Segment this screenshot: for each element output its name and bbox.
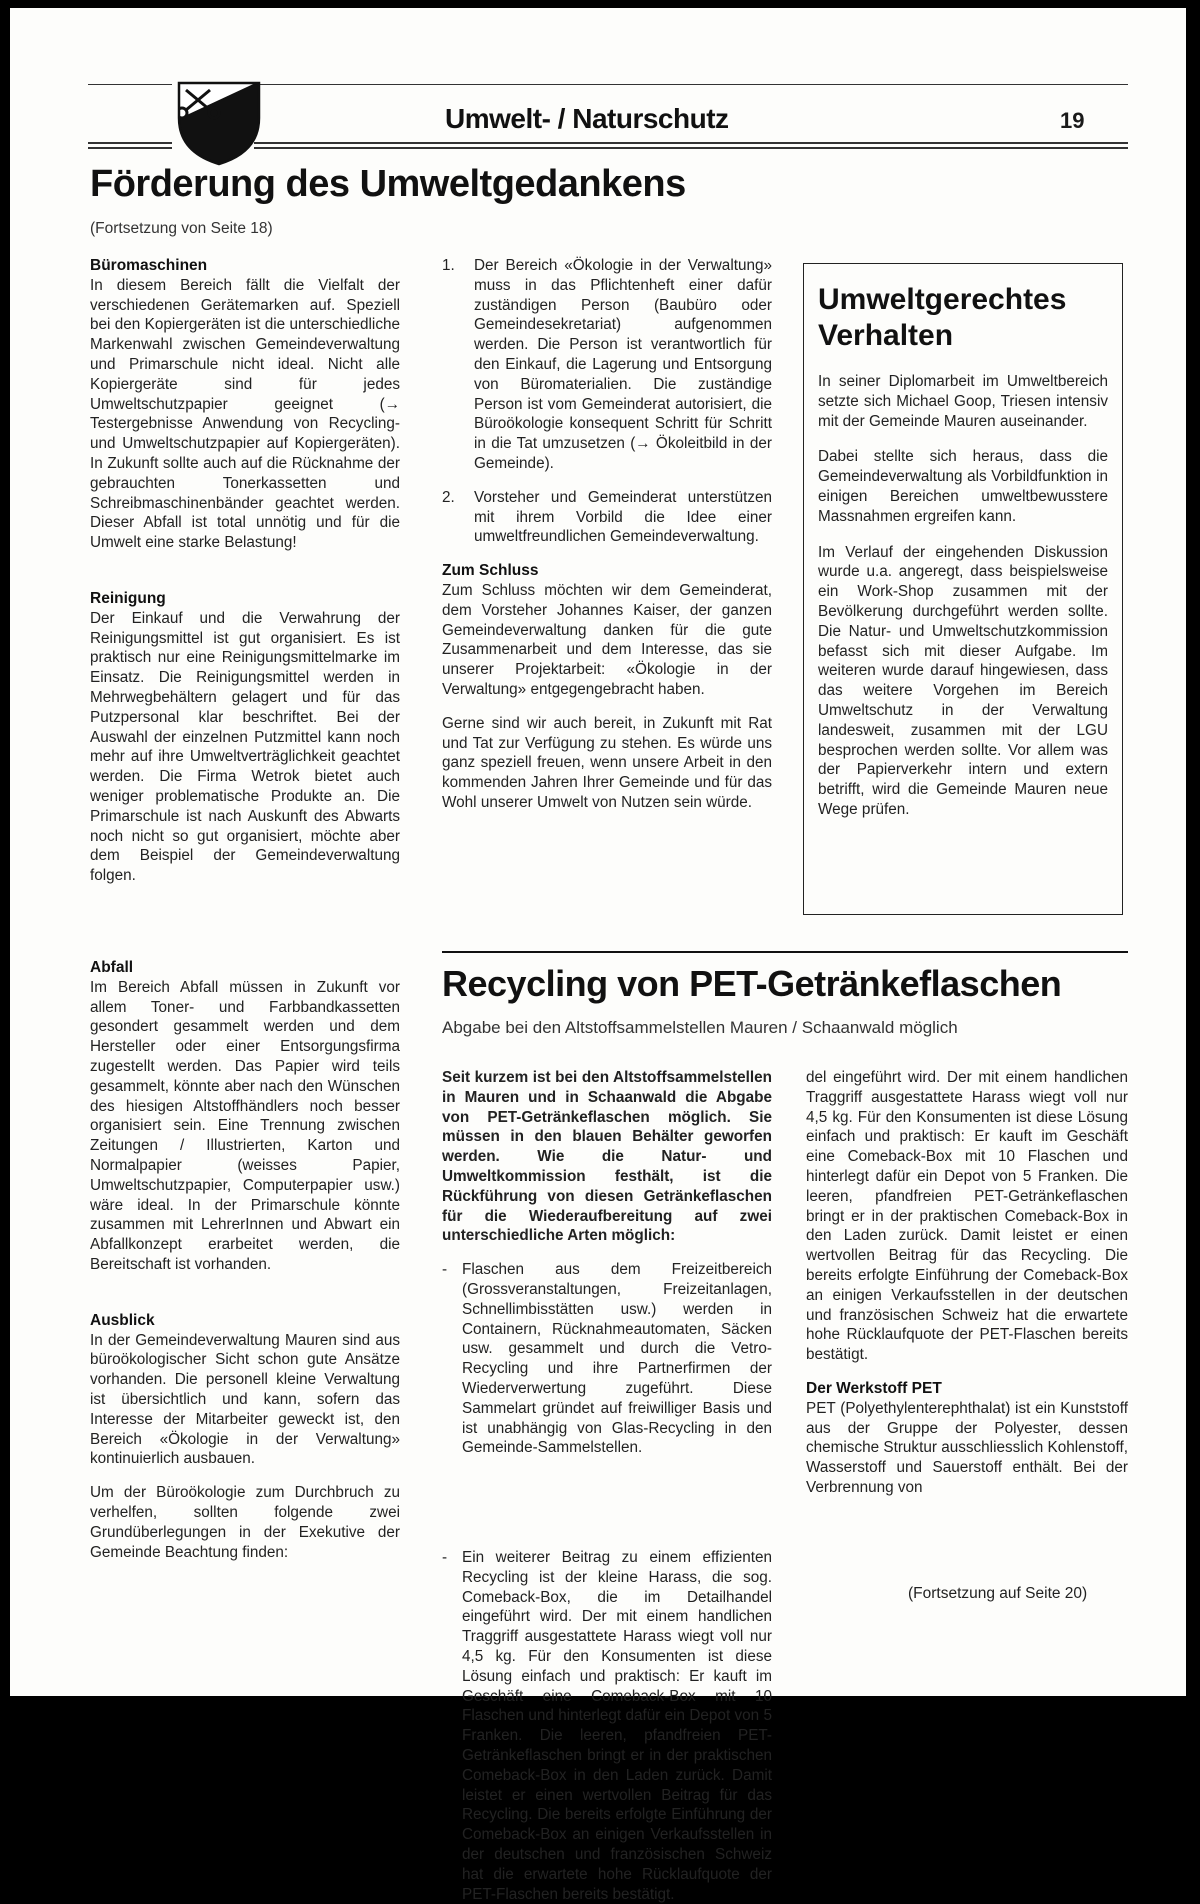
paragraph-ausblick-2: Um der Büroökologie zum Durchbruch zu verhelfen, sollten folgende zwei Grundüberlegungen in der Exekutive der Gemeinde Beachtung finden: — [90, 1484, 400, 1561]
coat-of-arms-icon — [176, 80, 262, 166]
sidebar-paragraph-2: Dabei stellte sich heraus, dass die Gemeindeverwaltung als Vorbildfunktion in einigen Bereichen umweltbewusstere Massnahmen ergreifen kann. — [818, 448, 1108, 525]
list-number: 2. — [442, 488, 455, 506]
paragraph-schluss-1: Zum Schluss möchten wir dem Gemeinderat, dem Vorsteher Johannes Kaiser, der ganzen Gemeindeverwaltung danken für die gute Zusammenarbeit und dem Interesse, das sie unserer Projektarbeit: «Ökologie in der Verwaltung» entgegengebracht haben. — [442, 581, 772, 698]
recommendation-list — [442, 256, 772, 547]
page-number: 19 — [1060, 108, 1085, 133]
header-rule-bottom-right-2 — [254, 147, 1128, 149]
dash-mark: - — [442, 1261, 448, 1279]
magazine-page — [10, 8, 1186, 1903]
paragraph-schluss-2: Gerne sind wir auch bereit, in Zukunft mit Rat und Tat zur Verfügung zu stehen. Es würde uns ganz speziell freuen, wenn unsere Arbeit in den kommenden Jahren Ihrer Gemeinde und für das Wohl unserer Umwelt von Nutzen sein würde. — [442, 714, 772, 811]
list-item-text: Der Bereich «Ökologie in der Verwaltung» muss in das Pflichtenheft einer dafür zuständigen Person (Baubüro oder Gemeindesekretariat) aufgenommen werden. Die Person ist verantwortlich für den Einkauf, die Lagerung und Entsorgung von Büromaterialien. Die zuständige Person ist vom Gemeinderat autorisiert, die Büroökologie konsequent Schritt für Schritt in die Tat umzusetzen (→ Ökoleitbild in der Gemeinde). — [474, 257, 772, 472]
section-title: Umwelt- / Naturschutz — [445, 103, 729, 134]
sidebar-paragraph-3: Im Verlauf der eingehenden Diskussion wurde u.a. angeregt, dass beispielsweise ein Work-Shop zusammen mit der Bevölkerung durchgeführt werden sollte. Die Natur- und Umweltschutzkommission befasst sich mit dieser Aufgabe. Im weiteren wurde darauf hingewiesen, dass das weitere Vorgehen im Bereich Umweltschutz in der Verwaltung landesweit, zusammen mit der LGU besprochen werden sollte. Vor allem was der Papierverkehr intern und extern betrifft, wird die Gemeinde Mauren neue Wege prüfen. — [818, 543, 1108, 818]
heading-reinigung: Reinigung — [90, 589, 166, 607]
article1-column-2 — [442, 256, 772, 827]
heading-abfall: Abfall — [90, 959, 134, 976]
header-rule-top-left — [88, 84, 172, 85]
sidebar-title: Umweltgerechtes Verhalten — [818, 283, 1067, 352]
continued-from: (Fortsetzung von Seite 18) — [90, 220, 273, 237]
paragraph-reinigung: Der Einkauf und die Verwahrung der Reinigungsmittel ist gut organisiert. Es ist praktisch nur eine Reinigungsmittelmarke im Einsatz. Die Reinigungsmittel werden in Mehrwegbehältern gelagert und für das Putzpersonal klar beschriftet. Bei der Auswahl der einzelnen Putzmittel kann noch mehr auf ihre Umweltverträglichkeit geachtet werden. Die Firma Wetrok bietet auch weniger problematische Produkte an. Die Primarschule ist nach Auskunft des Abwarts noch nicht so gut organisiert, möchte aber dem Beispiel der Gemeindeverwaltung folgen. — [90, 609, 400, 885]
article-title: Förderung des Umweltgedankens — [90, 163, 686, 205]
list-item-text: Vorsteher und Gemeinderat unterstützen mit ihrem Vorbild die Idee einer umweltfreundlichen Gemeindeverwaltung. — [474, 488, 772, 546]
header-rule-bottom-left-2 — [88, 147, 172, 149]
header-rule-bottom-left-1 — [88, 142, 172, 144]
heading-zum-schluss: Zum Schluss — [442, 562, 539, 580]
paragraph-bueromaschinen: In diesem Bereich fällt die Vielfalt der verschiedenen Gerätemarken auf. Speziell bei den Kopiergeräten ist die unterschiedliche Markenwahl zwischen Gemeindeverwaltung und Primarschule nicht ideal. Nicht alle Kopiergeräte sind für jedes Umweltschutzpapier geeignet (→ Testergebnisse Anwendung von Recycling- und Umweltschutzpapier auf Kopiergeräten). In Zukunft sollte auch auf die Rücknahme der gebrauchten Tonerkassetten und Schreibmaschinenbänder geachtet werden. Dieser Abfall ist total unnötig und für die Umwelt eine starke Belastung! — [90, 276, 400, 552]
bullet-2-continuation: del eingeführt wird. Der mit einem handlichen Traggriff ausgestattete Harass wiegt voll nur 4,5 kg. Für den Konsumenten ist diese Lösung einfach und praktisch: Er kauft im Geschäft eine Comeback-Box mit 10 Flaschen und hinterlegt dafür ein Depot von 5 Franken. Die leeren, pfandfreien PET-Getränkeflaschen bringt er in der praktischen Comeback-Box in den Laden zurück. Damit leistet er einen wertvollen Beitrag für das Recycling. Die bereits erfolgte Einführung der Comeback-Box an einigen Verkaufsstellen in der deutschen und französischen Schweiz hat die erwartete hohe Rücklaufquote der PET-Flaschen bereits bestätigt. — [806, 1069, 1128, 1364]
list-item — [442, 1548, 772, 1903]
dash-mark: - — [442, 1549, 448, 1566]
heading-werkstoff-pet: Der Werkstoff PET — [806, 1379, 942, 1397]
heading-ausblick: Ausblick — [90, 1311, 155, 1329]
article2-column-1 — [442, 1068, 772, 1472]
bullet-text: Ein weiterer Beitrag zu einem effizienten Recycling ist der kleine Harass, die sog. Comeback-Box, die im Detailhandel eingeführt wird. Der mit einem handlichen Traggriff ausgestattete Harass wiegt voll nur 4,5 kg. Für den Konsumenten ist diese Lösung einfach und praktisch: Er kauft im Geschäft eine Comeback-Box mit 10 Flaschen und hinterlegt dafür ein Depot von 5 Franken. Die leeren, pfandfreien PET-Getränkeflaschen bringt er in der praktischen Comeback-Box in den Laden zurück. Damit leistet er einen wertvollen Beitrag für das Recycling. Die bereits erfolgte Einführung der Comeback-Box an einigen Verkaufsstellen in der deutschen und französischen Schweiz hat die erwartete hohe Rücklaufquote der PET-Flaschen bereits bestätigt. — [462, 1549, 772, 1903]
sidebar-box — [803, 263, 1123, 915]
article2-title: Recycling von PET-Getränkeflaschen — [442, 963, 1062, 1004]
article2-lead: Seit kurzem ist bei den Altstoffsammelstellen in Mauren und in Schaanwald die Abgabe von PET-Getränkeflaschen möglich. Sie müssen in den blauen Behälter geworfen werden. Wie die Natur- und Umweltkommission festhält, ist die Rückführung von diesen Getränkeflaschen für die Wiederaufbereitung auf zwei unterschiedliche Arten möglich: — [442, 1069, 772, 1245]
list-item — [442, 256, 772, 474]
article2-column-2 — [806, 1068, 1128, 1512]
list-item — [442, 1260, 772, 1458]
paragraph-abfall: Im Bereich Abfall müssen in Zukunft vor allem Toner- und Farbbandkassetten gesondert gesammelt werden und dem Hersteller oder einer Entsorgungsfirma zugestellt werden. Das Papier wird teils gesammelt, könnte aber nach den Wünschen des hiesigen Altstoffhändlers noch besser organisiert sein. Eine Trennung zwischen Zeitungen / Illustrierten, Karton und Normalpapier (weisses Papier, Umweltschutzpapier, Computerpapier usw.) wäre ideal. In der Primarschule könnte zusammen mit LehrerInnen und Abwart ein Abfallkonzept erarbeitet werden, die Bereitschaft ist vorhanden. — [90, 978, 400, 1273]
bullet-text: Flaschen aus dem Freizeitbereich (Grossveranstaltungen, Freizeitanlagen, Schnellimbisstätten usw.) werden in Containern, Rücknahmeautomaten, Säcken usw. gesammelt und durch die Vetro-Recycling und ihre Partnerfirmen der Wiederverwertung zugeführt. Diese Sammelart gründet auf freiwilliger Basis und ist unabhängig von Glas-Recycling in den Gemeinde-Sammelstellen. — [462, 1261, 772, 1457]
article1-column-1 — [90, 256, 400, 900]
header-rule-top-right — [254, 84, 1128, 85]
continued-to: (Fortsetzung auf Seite 20) — [908, 1585, 1088, 1602]
paragraph-werkstoff: PET (Polyethylenterephthalat) ist ein Kunststoff aus der Gruppe der Polyester, dessen chemische Struktur ausschliesslich Kohlenstoff, Wasserstoff und Sauerstoff enthält. Bei der Verbrennung von — [806, 1399, 1128, 1496]
list-number: 1. — [442, 257, 455, 274]
list-item — [442, 488, 772, 547]
article1-column-1-lower — [90, 958, 400, 1576]
paragraph-ausblick-1: In der Gemeindeverwaltung Mauren sind aus büroökologischer Sicht schon gute Ansätze vorhanden. Die personell kleine Verwaltung ist übersichtlich und kann, sofern das Interesse der Mitarbeiter geweckt ist, den Bereich «Ökologie in der Verwaltung» kontinuierlich ausbauen. — [90, 1331, 400, 1468]
sidebar-paragraph-1: In seiner Diplomarbeit im Umweltbereich setzte sich Michael Goop, Triesen intensiv mit der Gemeinde Mauren auseinander. — [818, 373, 1108, 430]
article2-bullet-2-start — [442, 1548, 772, 1903]
header-rule-bottom-right-1 — [254, 142, 1128, 144]
article2-rule — [442, 951, 1128, 953]
heading-bueromaschinen: Büromaschinen — [90, 257, 208, 274]
article2-subtitle: Abgabe bei den Altstoffsammelstellen Mauren / Schaanwald möglich — [442, 1018, 958, 1037]
